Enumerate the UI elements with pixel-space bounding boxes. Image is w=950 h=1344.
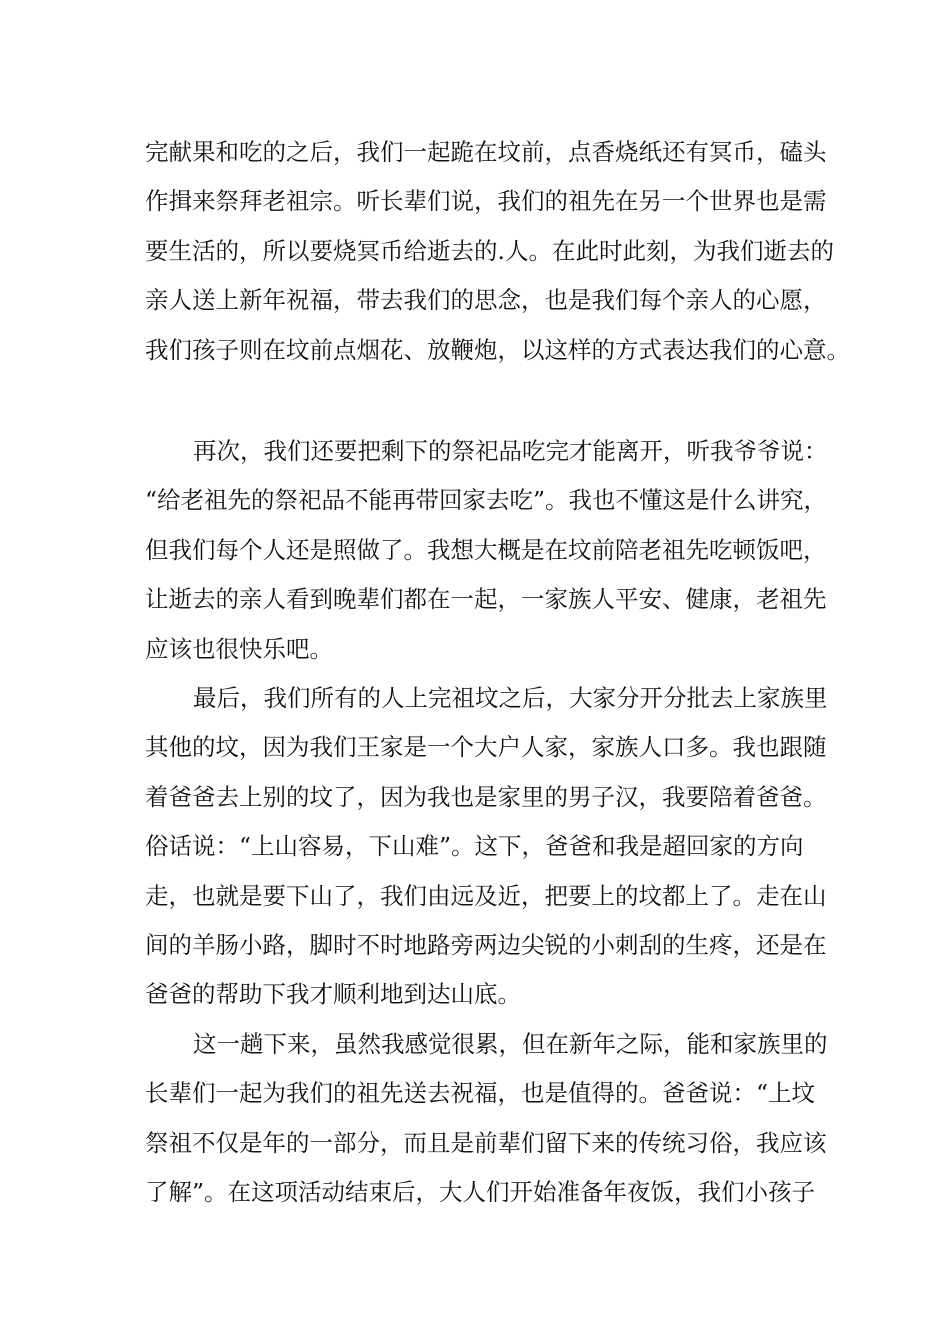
- paragraph-line: 着爸爸去上别的坟了，因为我也是家里的男子汉，我要陪着爸爸。: [145, 782, 827, 811]
- paragraph-line: 作揖来祭拜老祖宗。听长辈们说，我们的祖先在另一个世界也是需: [145, 187, 827, 216]
- paragraph-line: 最后，我们所有的人上完祖坟之后，大家分开分批去上家族里: [193, 684, 828, 712]
- paragraph-line: 再次，我们还要把剩下的祭祀品吃完才能离开，听我爷爷说：: [193, 437, 828, 465]
- paragraph-2: [145, 427, 845, 674]
- paragraph-line: 走，也就是要下山了，我们由远及近，把要上的坟都上了。走在山: [145, 881, 827, 910]
- paragraph-line: 俗话说：“上山容易，下山难”。这下，爸爸和我是超回家的方向: [145, 832, 804, 861]
- paragraph-line: 要生活的，所以要烧冥币给逝去的.人。在此时此刻，为我们逝去的: [145, 236, 834, 265]
- paragraph-line: “给老祖先的祭祀品不能再带回家去吃”。我也不懂这是什么讲究，: [145, 486, 828, 515]
- paragraph-line: 这一趟下来，虽然我感觉很累，但在新年之际，能和家族里的: [193, 1030, 828, 1058]
- paragraph-line: 但我们每个人还是照做了。我想大概是在坟前陪老祖先吃顿饭吧，: [145, 535, 827, 564]
- paragraph-line: 爸爸的帮助下我才顺利地到达山底。: [145, 980, 521, 1009]
- paragraph-line: 了解”。在这项活动结束后，大人们开始准备年夜饭，我们小孩子: [145, 1178, 816, 1207]
- paragraph-line: 完献果和吃的之后，我们一起跪在坟前，点香烧纸还有冥币，磕头: [145, 138, 827, 166]
- paragraph-line: 间的羊肠小路，脚时不时地路旁两边尖锐的小刺刮的生疼，还是在: [145, 930, 827, 959]
- paragraph-line: 其他的坟，因为我们王家是一个大户人家，家族人口多。我也跟随: [145, 733, 827, 762]
- paragraph-line: 我们孩子则在坟前点烟花、放鞭炮，以这样的方式表达我们的心意。: [145, 335, 850, 364]
- paragraph-line: 祭祖不仅是年的一部分，而且是前辈们留下来的传统习俗，我应该: [145, 1128, 827, 1157]
- paragraph-1: [145, 128, 850, 375]
- paragraph-line: 长辈们一起为我们的祖先送去祝福，也是值得的。爸爸说：“上坟: [145, 1079, 816, 1108]
- paragraph-line: 让逝去的亲人看到晚辈们都在一起，一家族人平安、健康，老祖先: [145, 585, 827, 614]
- paragraph-3: [145, 674, 845, 1020]
- paragraph-line: 亲人送上新年祝福，带去我们的思念，也是我们每个亲人的心愿，: [145, 286, 827, 315]
- paragraph-line: 应该也很快乐吧。: [145, 634, 333, 663]
- paragraph-4: [145, 1020, 845, 1218]
